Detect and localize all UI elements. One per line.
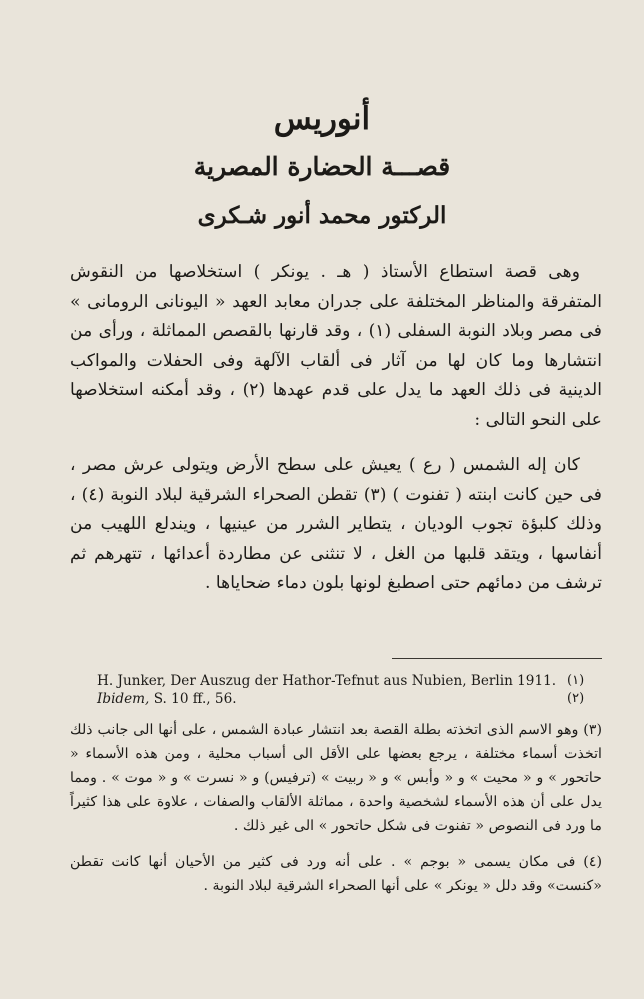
author-line: الركتور محمد أنور شـكرى [197, 202, 447, 229]
main-text [70, 258, 602, 599]
footnotes [70, 718, 602, 898]
reference-italic: Ibidem, [97, 691, 150, 707]
reference-1 [97, 672, 587, 690]
footnote-4: (٤) فى مكان يسمى « بوجم » . على أنه ورد فى كثير من الأحيان أنها كانت تقطن «كنست» وقد دلل « يونكر » على أنها الصحراء الشرقية لبلاد النوبة . [70, 854, 602, 894]
reference-text: H. Junker, Der Auszug der Hathor-Tefnut aus Nubien, Berlin 1911. [97, 673, 557, 689]
footnote-divider [392, 658, 602, 659]
reference-text: S. 10 ff., 56. [149, 691, 237, 707]
reference-number: (١) [567, 673, 585, 688]
footnote-3: (٣) وهو الاسم الذى اتخذته بطلة القصة بعد انتشار عبادة الشمس ، على أنها الى جانب ذلك اتخذت أسماء مختلفة ، يرجع بعضها على الأقل الى أسباب محلية ، ومن هذه الأسماء « حاتحور » و « محيت » و « وأبس » و « ربيت » (ترفيس) و « نسرت » و « موت » . ومما يدل على أن هذه الأسماء لشخصية واحدة ، مماثلة الألقاب والصفات ، علاوة على هذا كثيراً ما ورد فى النصوص « تفنوت فى شكل حاتحور » الى غير ذلك . [70, 722, 602, 834]
title-block [0, 98, 644, 238]
references [97, 672, 587, 708]
reference-number: (٢) [567, 691, 585, 706]
paragraph-story: كان إله الشمس ( رع ) يعيش على سطح الأرض ويتولى عرش مصر ، فى حين كانت ابنته ( تفنوت ) (٣) تقطن الصحراء الشرقية لبلاد النوبة (٤) ، وذلك كلبؤة تجوب الوديان ، يتطاير الشرر من عينيها ، ويندلع اللهيب من أنفاسها ، ويتقد قلبها من الغل ، لا تنثنى عن مطاردة أعدائها ، تتهرهم ثم ترشف من دمائهم حتى اصطبغ لونها بلون دماء ضحاياها . [70, 455, 602, 593]
main-title: أنوريس [273, 101, 371, 137]
paragraph-intro: وهى قصة استطاع الأستاذ ( هـ . يونكر ) استخلاصها من النقوش المتفرقة والمناظر المختلفة على جدران معابد العهد « اليونانى الرومانى » فى مصر وبلاد النوبة السفلى (١) ، وقد قارنها بالقصص المماثلة ، ورأى من انتشارها وما كان لها من آثار فى ألقاب الآلهة وفى الحفلات والمواكب الدينية فى ذلك العهد ما يدل على قدم عهدها (٢) ، وقد أمكنه استخلاصها على النحو التالى : [70, 262, 602, 430]
reference-2 [97, 690, 587, 708]
subtitle: قصـــة الحضارة المصرية [193, 152, 451, 181]
